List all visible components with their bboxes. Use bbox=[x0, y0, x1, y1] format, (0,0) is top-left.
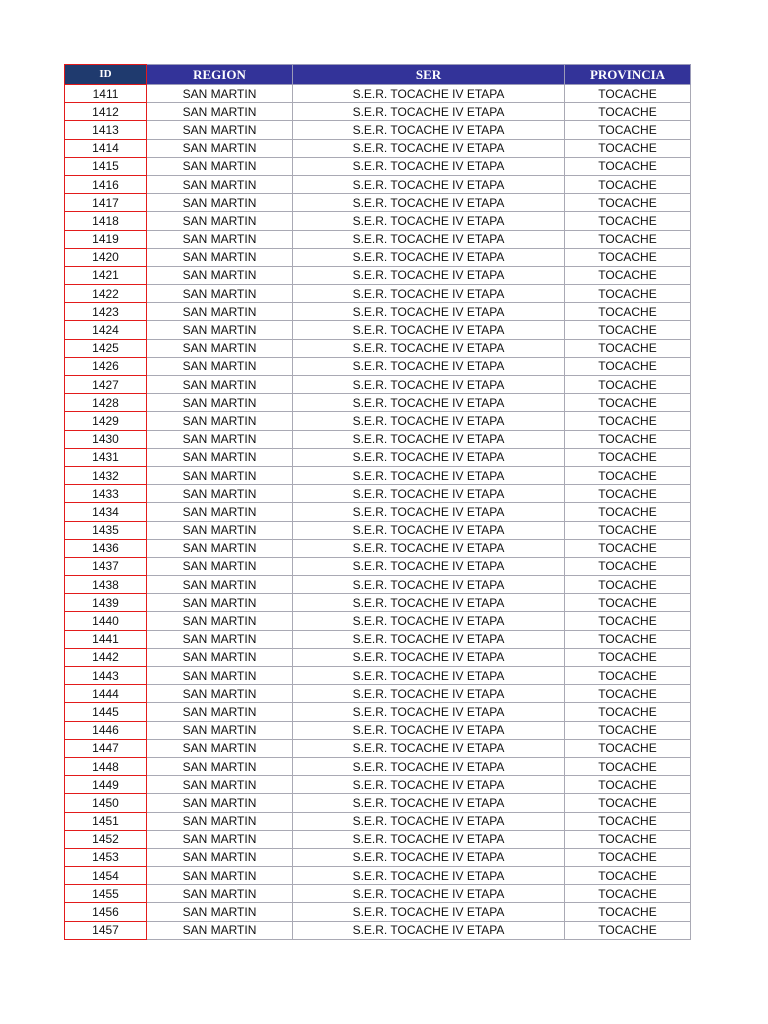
cell-provincia: TOCACHE bbox=[565, 776, 691, 794]
table-row bbox=[65, 430, 691, 448]
cell-id: 1448 bbox=[65, 757, 147, 775]
cell-ser: S.E.R. TOCACHE IV ETAPA bbox=[293, 321, 565, 339]
cell-id: 1416 bbox=[65, 175, 147, 193]
cell-ser: S.E.R. TOCACHE IV ETAPA bbox=[293, 576, 565, 594]
cell-ser: S.E.R. TOCACHE IV ETAPA bbox=[293, 485, 565, 503]
cell-ser: S.E.R. TOCACHE IV ETAPA bbox=[293, 685, 565, 703]
cell-provincia: TOCACHE bbox=[565, 521, 691, 539]
cell-provincia: TOCACHE bbox=[565, 594, 691, 612]
table-row bbox=[65, 812, 691, 830]
table-row bbox=[65, 594, 691, 612]
table-row bbox=[65, 703, 691, 721]
cell-id: 1453 bbox=[65, 848, 147, 866]
cell-region: SAN MARTIN bbox=[147, 376, 293, 394]
cell-provincia: TOCACHE bbox=[565, 412, 691, 430]
cell-region: SAN MARTIN bbox=[147, 412, 293, 430]
cell-id: 1436 bbox=[65, 539, 147, 557]
cell-ser: S.E.R. TOCACHE IV ETAPA bbox=[293, 721, 565, 739]
cell-ser: S.E.R. TOCACHE IV ETAPA bbox=[293, 594, 565, 612]
cell-id: 1430 bbox=[65, 430, 147, 448]
cell-ser: S.E.R. TOCACHE IV ETAPA bbox=[293, 376, 565, 394]
cell-ser: S.E.R. TOCACHE IV ETAPA bbox=[293, 248, 565, 266]
table-row bbox=[65, 721, 691, 739]
table-row bbox=[65, 339, 691, 357]
cell-region: SAN MARTIN bbox=[147, 812, 293, 830]
cell-provincia: TOCACHE bbox=[565, 757, 691, 775]
table-row bbox=[65, 848, 691, 866]
cell-provincia: TOCACHE bbox=[565, 794, 691, 812]
header-ser: SER bbox=[293, 65, 565, 85]
cell-region: SAN MARTIN bbox=[147, 503, 293, 521]
cell-region: SAN MARTIN bbox=[147, 612, 293, 630]
cell-id: 1456 bbox=[65, 903, 147, 921]
header-region: REGION bbox=[147, 65, 293, 85]
cell-provincia: TOCACHE bbox=[565, 867, 691, 885]
cell-id: 1441 bbox=[65, 630, 147, 648]
cell-provincia: TOCACHE bbox=[565, 885, 691, 903]
cell-provincia: TOCACHE bbox=[565, 285, 691, 303]
cell-id: 1423 bbox=[65, 303, 147, 321]
cell-region: SAN MARTIN bbox=[147, 303, 293, 321]
cell-region: SAN MARTIN bbox=[147, 721, 293, 739]
cell-region: SAN MARTIN bbox=[147, 230, 293, 248]
cell-region: SAN MARTIN bbox=[147, 885, 293, 903]
table-row bbox=[65, 485, 691, 503]
table-row bbox=[65, 885, 691, 903]
cell-ser: S.E.R. TOCACHE IV ETAPA bbox=[293, 357, 565, 375]
cell-provincia: TOCACHE bbox=[565, 812, 691, 830]
cell-id: 1414 bbox=[65, 139, 147, 157]
cell-provincia: TOCACHE bbox=[565, 921, 691, 939]
table-row bbox=[65, 412, 691, 430]
cell-ser: S.E.R. TOCACHE IV ETAPA bbox=[293, 757, 565, 775]
table-header bbox=[65, 65, 691, 85]
cell-provincia: TOCACHE bbox=[565, 212, 691, 230]
table-row bbox=[65, 576, 691, 594]
cell-id: 1417 bbox=[65, 194, 147, 212]
table-row bbox=[65, 139, 691, 157]
cell-id: 1454 bbox=[65, 867, 147, 885]
cell-id: 1429 bbox=[65, 412, 147, 430]
table-row bbox=[65, 194, 691, 212]
table-row bbox=[65, 175, 691, 193]
table-row bbox=[65, 903, 691, 921]
cell-region: SAN MARTIN bbox=[147, 212, 293, 230]
table-row bbox=[65, 630, 691, 648]
cell-region: SAN MARTIN bbox=[147, 466, 293, 484]
table-row bbox=[65, 303, 691, 321]
cell-provincia: TOCACHE bbox=[565, 448, 691, 466]
cell-provincia: TOCACHE bbox=[565, 703, 691, 721]
cell-region: SAN MARTIN bbox=[147, 85, 293, 103]
cell-region: SAN MARTIN bbox=[147, 703, 293, 721]
table-row bbox=[65, 448, 691, 466]
cell-id: 1428 bbox=[65, 394, 147, 412]
cell-id: 1443 bbox=[65, 667, 147, 685]
cell-provincia: TOCACHE bbox=[565, 503, 691, 521]
cell-ser: S.E.R. TOCACHE IV ETAPA bbox=[293, 175, 565, 193]
cell-region: SAN MARTIN bbox=[147, 121, 293, 139]
cell-id: 1427 bbox=[65, 376, 147, 394]
cell-provincia: TOCACHE bbox=[565, 557, 691, 575]
table-row bbox=[65, 248, 691, 266]
cell-region: SAN MARTIN bbox=[147, 266, 293, 284]
cell-region: SAN MARTIN bbox=[147, 867, 293, 885]
cell-region: SAN MARTIN bbox=[147, 557, 293, 575]
table-row bbox=[65, 121, 691, 139]
header-row bbox=[65, 65, 691, 85]
cell-ser: S.E.R. TOCACHE IV ETAPA bbox=[293, 285, 565, 303]
cell-region: SAN MARTIN bbox=[147, 521, 293, 539]
cell-id: 1432 bbox=[65, 466, 147, 484]
cell-ser: S.E.R. TOCACHE IV ETAPA bbox=[293, 303, 565, 321]
cell-ser: S.E.R. TOCACHE IV ETAPA bbox=[293, 830, 565, 848]
cell-ser: S.E.R. TOCACHE IV ETAPA bbox=[293, 85, 565, 103]
cell-provincia: TOCACHE bbox=[565, 739, 691, 757]
cell-provincia: TOCACHE bbox=[565, 612, 691, 630]
table-row bbox=[65, 521, 691, 539]
cell-ser: S.E.R. TOCACHE IV ETAPA bbox=[293, 921, 565, 939]
cell-id: 1433 bbox=[65, 485, 147, 503]
cell-id: 1413 bbox=[65, 121, 147, 139]
table-row bbox=[65, 376, 691, 394]
cell-id: 1431 bbox=[65, 448, 147, 466]
cell-provincia: TOCACHE bbox=[565, 648, 691, 666]
cell-ser: S.E.R. TOCACHE IV ETAPA bbox=[293, 157, 565, 175]
cell-region: SAN MARTIN bbox=[147, 848, 293, 866]
cell-region: SAN MARTIN bbox=[147, 339, 293, 357]
cell-region: SAN MARTIN bbox=[147, 285, 293, 303]
cell-ser: S.E.R. TOCACHE IV ETAPA bbox=[293, 557, 565, 575]
cell-ser: S.E.R. TOCACHE IV ETAPA bbox=[293, 612, 565, 630]
cell-ser: S.E.R. TOCACHE IV ETAPA bbox=[293, 630, 565, 648]
cell-id: 1445 bbox=[65, 703, 147, 721]
cell-ser: S.E.R. TOCACHE IV ETAPA bbox=[293, 867, 565, 885]
cell-ser: S.E.R. TOCACHE IV ETAPA bbox=[293, 776, 565, 794]
cell-region: SAN MARTIN bbox=[147, 830, 293, 848]
cell-id: 1421 bbox=[65, 266, 147, 284]
cell-region: SAN MARTIN bbox=[147, 576, 293, 594]
cell-id: 1418 bbox=[65, 212, 147, 230]
table-row bbox=[65, 321, 691, 339]
cell-id: 1450 bbox=[65, 794, 147, 812]
cell-provincia: TOCACHE bbox=[565, 175, 691, 193]
table-row bbox=[65, 557, 691, 575]
cell-ser: S.E.R. TOCACHE IV ETAPA bbox=[293, 812, 565, 830]
cell-id: 1452 bbox=[65, 830, 147, 848]
cell-ser: S.E.R. TOCACHE IV ETAPA bbox=[293, 466, 565, 484]
cell-ser: S.E.R. TOCACHE IV ETAPA bbox=[293, 430, 565, 448]
cell-id: 1437 bbox=[65, 557, 147, 575]
cell-provincia: TOCACHE bbox=[565, 685, 691, 703]
cell-provincia: TOCACHE bbox=[565, 394, 691, 412]
cell-provincia: TOCACHE bbox=[565, 630, 691, 648]
cell-region: SAN MARTIN bbox=[147, 394, 293, 412]
cell-provincia: TOCACHE bbox=[565, 230, 691, 248]
table-row bbox=[65, 648, 691, 666]
cell-provincia: TOCACHE bbox=[565, 157, 691, 175]
cell-region: SAN MARTIN bbox=[147, 539, 293, 557]
cell-id: 1457 bbox=[65, 921, 147, 939]
cell-provincia: TOCACHE bbox=[565, 248, 691, 266]
cell-provincia: TOCACHE bbox=[565, 466, 691, 484]
cell-provincia: TOCACHE bbox=[565, 139, 691, 157]
cell-region: SAN MARTIN bbox=[147, 248, 293, 266]
cell-region: SAN MARTIN bbox=[147, 648, 293, 666]
cell-ser: S.E.R. TOCACHE IV ETAPA bbox=[293, 266, 565, 284]
cell-ser: S.E.R. TOCACHE IV ETAPA bbox=[293, 885, 565, 903]
cell-provincia: TOCACHE bbox=[565, 576, 691, 594]
cell-region: SAN MARTIN bbox=[147, 321, 293, 339]
cell-id: 1438 bbox=[65, 576, 147, 594]
cell-provincia: TOCACHE bbox=[565, 357, 691, 375]
table-row bbox=[65, 867, 691, 885]
table-row bbox=[65, 103, 691, 121]
table-row bbox=[65, 667, 691, 685]
cell-id: 1434 bbox=[65, 503, 147, 521]
cell-id: 1451 bbox=[65, 812, 147, 830]
cell-region: SAN MARTIN bbox=[147, 594, 293, 612]
cell-id: 1435 bbox=[65, 521, 147, 539]
cell-provincia: TOCACHE bbox=[565, 339, 691, 357]
cell-id: 1422 bbox=[65, 285, 147, 303]
cell-id: 1426 bbox=[65, 357, 147, 375]
table-row bbox=[65, 612, 691, 630]
cell-ser: S.E.R. TOCACHE IV ETAPA bbox=[293, 648, 565, 666]
cell-id: 1412 bbox=[65, 103, 147, 121]
cell-ser: S.E.R. TOCACHE IV ETAPA bbox=[293, 448, 565, 466]
cell-provincia: TOCACHE bbox=[565, 903, 691, 921]
cell-ser: S.E.R. TOCACHE IV ETAPA bbox=[293, 339, 565, 357]
table-row bbox=[65, 776, 691, 794]
cell-id: 1446 bbox=[65, 721, 147, 739]
table-row bbox=[65, 466, 691, 484]
cell-region: SAN MARTIN bbox=[147, 776, 293, 794]
table-row bbox=[65, 285, 691, 303]
table-row bbox=[65, 921, 691, 939]
table-row bbox=[65, 503, 691, 521]
cell-provincia: TOCACHE bbox=[565, 430, 691, 448]
table-row bbox=[65, 212, 691, 230]
cell-region: SAN MARTIN bbox=[147, 757, 293, 775]
cell-id: 1455 bbox=[65, 885, 147, 903]
cell-id: 1449 bbox=[65, 776, 147, 794]
cell-region: SAN MARTIN bbox=[147, 139, 293, 157]
cell-provincia: TOCACHE bbox=[565, 303, 691, 321]
table-row bbox=[65, 85, 691, 103]
cell-region: SAN MARTIN bbox=[147, 175, 293, 193]
cell-region: SAN MARTIN bbox=[147, 448, 293, 466]
cell-provincia: TOCACHE bbox=[565, 376, 691, 394]
cell-ser: S.E.R. TOCACHE IV ETAPA bbox=[293, 121, 565, 139]
table-row bbox=[65, 830, 691, 848]
table-row bbox=[65, 357, 691, 375]
cell-provincia: TOCACHE bbox=[565, 848, 691, 866]
table-row bbox=[65, 266, 691, 284]
cell-id: 1425 bbox=[65, 339, 147, 357]
cell-ser: S.E.R. TOCACHE IV ETAPA bbox=[293, 739, 565, 757]
table-row bbox=[65, 394, 691, 412]
cell-id: 1415 bbox=[65, 157, 147, 175]
cell-ser: S.E.R. TOCACHE IV ETAPA bbox=[293, 539, 565, 557]
cell-ser: S.E.R. TOCACHE IV ETAPA bbox=[293, 667, 565, 685]
cell-region: SAN MARTIN bbox=[147, 667, 293, 685]
cell-ser: S.E.R. TOCACHE IV ETAPA bbox=[293, 230, 565, 248]
cell-id: 1411 bbox=[65, 85, 147, 103]
cell-ser: S.E.R. TOCACHE IV ETAPA bbox=[293, 503, 565, 521]
cell-region: SAN MARTIN bbox=[147, 194, 293, 212]
cell-id: 1447 bbox=[65, 739, 147, 757]
cell-region: SAN MARTIN bbox=[147, 903, 293, 921]
cell-region: SAN MARTIN bbox=[147, 921, 293, 939]
cell-region: SAN MARTIN bbox=[147, 739, 293, 757]
cell-region: SAN MARTIN bbox=[147, 685, 293, 703]
table-row bbox=[65, 757, 691, 775]
table-row bbox=[65, 230, 691, 248]
cell-id: 1424 bbox=[65, 321, 147, 339]
cell-id: 1420 bbox=[65, 248, 147, 266]
cell-id: 1444 bbox=[65, 685, 147, 703]
cell-region: SAN MARTIN bbox=[147, 630, 293, 648]
table-row bbox=[65, 685, 691, 703]
spreadsheet-page bbox=[64, 64, 690, 940]
header-provincia: PROVINCIA bbox=[565, 65, 691, 85]
cell-ser: S.E.R. TOCACHE IV ETAPA bbox=[293, 139, 565, 157]
cell-provincia: TOCACHE bbox=[565, 85, 691, 103]
header-id: ID bbox=[65, 65, 147, 85]
cell-ser: S.E.R. TOCACHE IV ETAPA bbox=[293, 794, 565, 812]
cell-ser: S.E.R. TOCACHE IV ETAPA bbox=[293, 848, 565, 866]
table-body bbox=[65, 85, 691, 940]
cell-provincia: TOCACHE bbox=[565, 667, 691, 685]
cell-region: SAN MARTIN bbox=[147, 157, 293, 175]
cell-ser: S.E.R. TOCACHE IV ETAPA bbox=[293, 394, 565, 412]
cell-ser: S.E.R. TOCACHE IV ETAPA bbox=[293, 212, 565, 230]
cell-id: 1440 bbox=[65, 612, 147, 630]
cell-provincia: TOCACHE bbox=[565, 721, 691, 739]
cell-region: SAN MARTIN bbox=[147, 357, 293, 375]
cell-provincia: TOCACHE bbox=[565, 194, 691, 212]
cell-provincia: TOCACHE bbox=[565, 830, 691, 848]
cell-region: SAN MARTIN bbox=[147, 485, 293, 503]
cell-provincia: TOCACHE bbox=[565, 103, 691, 121]
cell-id: 1439 bbox=[65, 594, 147, 612]
cell-id: 1419 bbox=[65, 230, 147, 248]
cell-provincia: TOCACHE bbox=[565, 539, 691, 557]
table-row bbox=[65, 539, 691, 557]
cell-ser: S.E.R. TOCACHE IV ETAPA bbox=[293, 521, 565, 539]
cell-provincia: TOCACHE bbox=[565, 266, 691, 284]
cell-ser: S.E.R. TOCACHE IV ETAPA bbox=[293, 194, 565, 212]
cell-ser: S.E.R. TOCACHE IV ETAPA bbox=[293, 412, 565, 430]
cell-provincia: TOCACHE bbox=[565, 321, 691, 339]
cell-region: SAN MARTIN bbox=[147, 103, 293, 121]
cell-provincia: TOCACHE bbox=[565, 485, 691, 503]
cell-ser: S.E.R. TOCACHE IV ETAPA bbox=[293, 903, 565, 921]
cell-region: SAN MARTIN bbox=[147, 430, 293, 448]
table-row bbox=[65, 739, 691, 757]
cell-ser: S.E.R. TOCACHE IV ETAPA bbox=[293, 703, 565, 721]
data-table bbox=[64, 64, 691, 940]
table-row bbox=[65, 794, 691, 812]
table-row bbox=[65, 157, 691, 175]
cell-region: SAN MARTIN bbox=[147, 794, 293, 812]
cell-ser: S.E.R. TOCACHE IV ETAPA bbox=[293, 103, 565, 121]
cell-id: 1442 bbox=[65, 648, 147, 666]
cell-provincia: TOCACHE bbox=[565, 121, 691, 139]
